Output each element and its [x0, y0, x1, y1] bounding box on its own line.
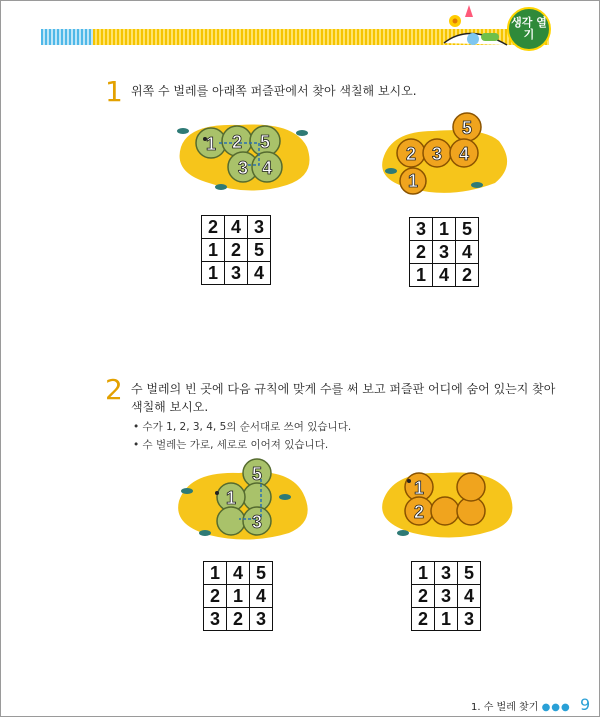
q1-left-worm-illustration	[169, 117, 319, 197]
grid-cell[interactable]: 3	[435, 562, 458, 585]
grid-cell[interactable]: 2	[412, 585, 435, 608]
grid-cell[interactable]: 5	[456, 218, 479, 241]
rule-2: • 수 벌레는 가로, 세로로 이어져 있습니다.	[133, 439, 329, 451]
q1-left-puzzle-grid	[201, 215, 271, 285]
grid-cell[interactable]: 1	[227, 585, 250, 608]
worm-number: 5	[251, 464, 263, 484]
rule-1: • 수가 1, 2, 3, 4, 5의 순서대로 쓰여 있습니다.	[133, 421, 352, 433]
worm-number: 4	[261, 158, 273, 178]
grid-cell[interactable]: 3	[248, 216, 271, 239]
worm-number: 5	[461, 118, 473, 138]
worm-number: 1	[225, 488, 237, 508]
grid-cell[interactable]: 4	[225, 216, 248, 239]
grid-cell[interactable]: 1	[202, 239, 225, 262]
grid-cell[interactable]: 1	[202, 262, 225, 285]
worm-number: 5	[259, 132, 271, 152]
worm-number: 1	[413, 478, 425, 498]
question-1-text: 위쪽 수 벌레를 아래쪽 퍼즐판에서 찾아 색칠해 보시오.	[131, 84, 417, 98]
worm-number: 4	[458, 144, 470, 164]
grid-cell[interactable]: 5	[458, 562, 481, 585]
question-1-number: 1	[105, 75, 123, 108]
grid-cell[interactable]: 4	[458, 585, 481, 608]
worm-number: 2	[231, 132, 243, 152]
grid-cell[interactable]: 3	[435, 585, 458, 608]
q2-right-worm-illustration	[373, 463, 523, 543]
q1-right-worm-illustration	[373, 109, 523, 201]
worm-number: 1	[205, 134, 217, 154]
grid-cell[interactable]: 3	[250, 608, 273, 631]
q2-left-worm-illustration	[169, 457, 319, 547]
footer-section-title: 1. 수 벌레 찾기	[471, 702, 539, 713]
grid-cell[interactable]: 4	[227, 562, 250, 585]
grid-cell[interactable]: 3	[433, 241, 456, 264]
grid-cell[interactable]: 3	[204, 608, 227, 631]
grid-cell[interactable]: 5	[248, 239, 271, 262]
worm-number: 1	[407, 171, 419, 191]
worm-number: 3	[237, 158, 249, 178]
grid-cell[interactable]: 4	[456, 241, 479, 264]
grid-cell[interactable]: 4	[248, 262, 271, 285]
footer-dots: ●●●	[541, 702, 571, 713]
section-badge: 생각 열기	[507, 7, 551, 51]
grid-cell[interactable]: 4	[250, 585, 273, 608]
grid-cell[interactable]: 2	[202, 216, 225, 239]
header-band-accent	[41, 29, 93, 45]
grid-cell[interactable]: 1	[204, 562, 227, 585]
flower-character-icon	[439, 3, 509, 51]
grid-cell[interactable]: 1	[435, 608, 458, 631]
grid-cell[interactable]: 1	[433, 218, 456, 241]
grid-cell[interactable]: 3	[410, 218, 433, 241]
worm-number: 2	[413, 502, 425, 522]
grid-cell[interactable]: 2	[225, 239, 248, 262]
worm-number: 2	[405, 144, 417, 164]
grid-cell[interactable]: 2	[410, 241, 433, 264]
grid-cell[interactable]: 5	[250, 562, 273, 585]
q1-right-puzzle-grid	[409, 217, 479, 287]
grid-cell[interactable]: 2	[227, 608, 250, 631]
q2-left-puzzle-grid	[203, 561, 273, 631]
question-2-number: 2	[105, 373, 123, 406]
page-footer	[471, 695, 590, 714]
worm-number: 3	[431, 144, 443, 164]
page-number: 9	[579, 695, 591, 714]
grid-cell[interactable]: 1	[412, 562, 435, 585]
grid-cell[interactable]: 3	[458, 608, 481, 631]
question-2-text-line1: 수 벌레의 빈 곳에 다음 규칙에 맞게 수를 써 보고 퍼즐판 어디에 숨어 있는지 찾아	[131, 382, 556, 396]
grid-cell[interactable]: 4	[433, 264, 456, 287]
grid-cell[interactable]: 2	[204, 585, 227, 608]
grid-cell[interactable]: 1	[410, 264, 433, 287]
worm-number: 3	[251, 512, 263, 532]
question-2-text-line2: 색칠해 보시오.	[131, 400, 209, 414]
grid-cell[interactable]: 2	[456, 264, 479, 287]
q2-right-puzzle-grid	[411, 561, 481, 631]
grid-cell[interactable]: 3	[225, 262, 248, 285]
grid-cell[interactable]: 2	[412, 608, 435, 631]
